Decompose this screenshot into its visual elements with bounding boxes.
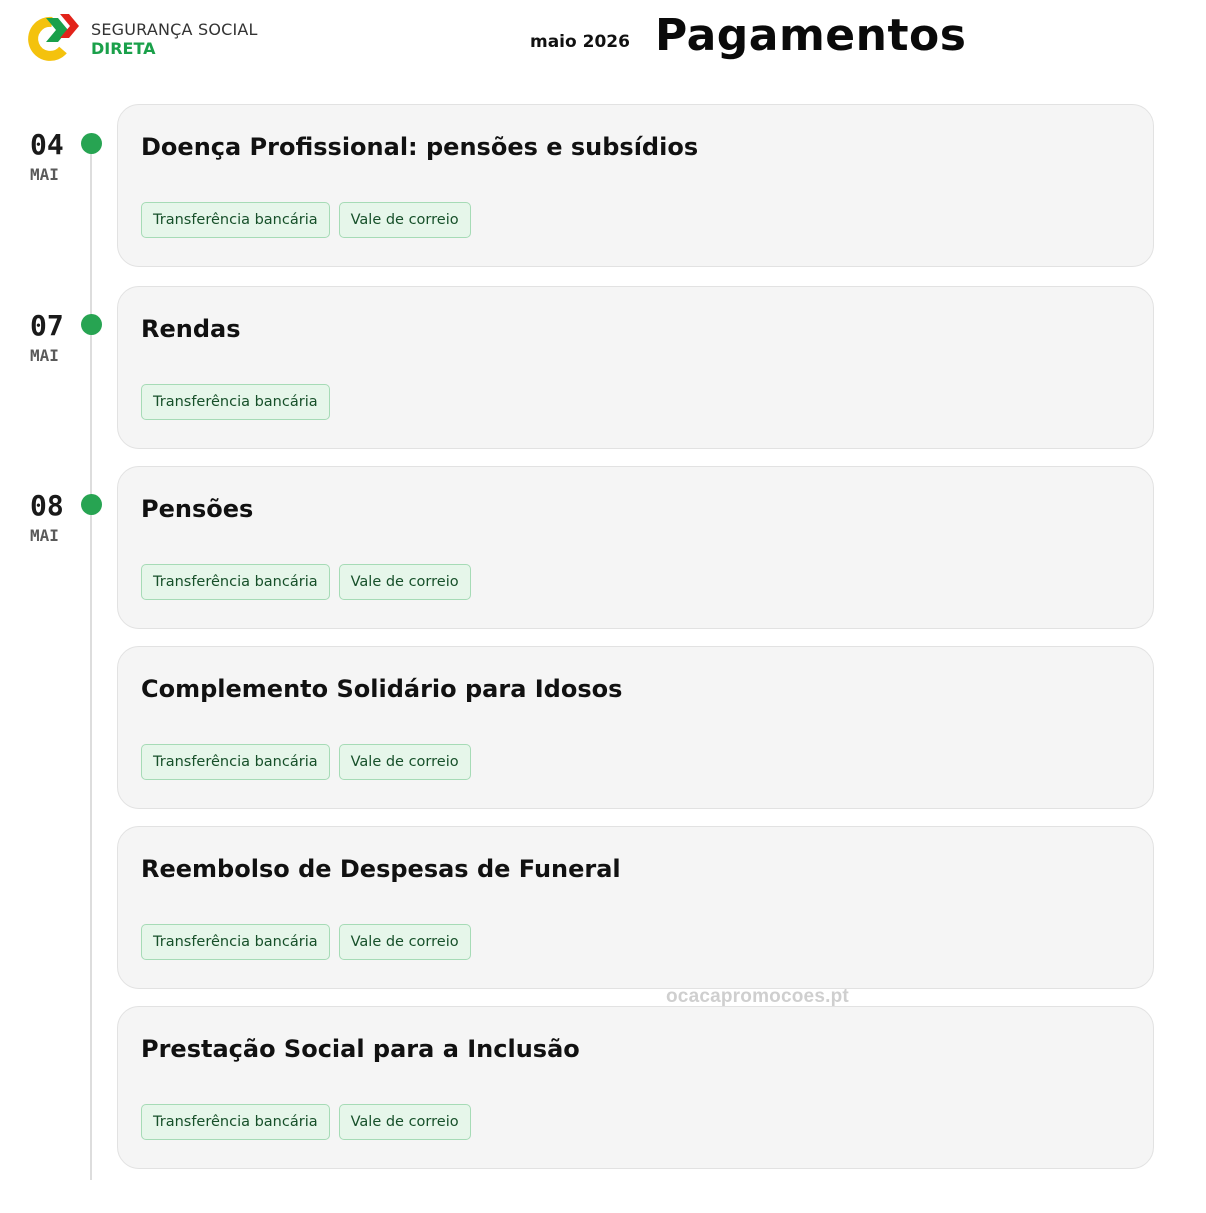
timeline-line [90,145,92,1180]
method-tag-transfer: Transferência bancária [141,384,330,420]
timeline-dot [81,314,102,335]
date-day: 07 [30,309,64,342]
brand-line2: DIRETA [91,39,156,58]
payment-methods [141,1104,471,1140]
payment-methods [141,744,471,780]
payment-methods [141,924,471,960]
timeline-dot [81,133,102,154]
month-label: maio 2026 [530,32,630,52]
payment-title: Pensões [141,495,254,523]
payment-methods [141,202,471,238]
date-day: 08 [30,489,64,522]
date-marker [28,128,108,188]
method-tag-transfer: Transferência bancária [141,1104,330,1140]
seguranca-social-logo-icon[interactable] [22,12,82,62]
method-tag-transfer: Transferência bancária [141,744,330,780]
payment-title: Doença Profissional: pensões e subsídios [141,133,699,161]
method-tag-transfer: Transferência bancária [141,564,330,600]
payment-card[interactable] [117,286,1154,449]
payment-card[interactable] [117,104,1154,267]
date-month: MAI [30,526,59,545]
timeline-dot [81,494,102,515]
method-tag-postal: Vale de correio [339,744,471,780]
page-title: Pagamentos [655,10,967,61]
watermark: ocacapromocoes.pt [666,986,849,1007]
date-marker [28,309,108,369]
payment-card[interactable] [117,1006,1154,1169]
date-month: MAI [30,346,59,365]
date-day: 04 [30,128,64,161]
method-tag-transfer: Transferência bancária [141,924,330,960]
payment-card[interactable] [117,646,1154,809]
method-tag-postal: Vale de correio [339,924,471,960]
method-tag-transfer: Transferência bancária [141,202,330,238]
payment-title: Complemento Solidário para Idosos [141,675,623,703]
header [0,0,1206,90]
payment-methods [141,384,330,420]
payment-methods [141,564,471,600]
payment-title: Rendas [141,315,241,343]
payment-card[interactable] [117,466,1154,629]
brand-line1: SEGURANÇA SOCIAL [91,20,258,39]
date-month: MAI [30,165,59,184]
payment-title: Reembolso de Despesas de Funeral [141,855,621,883]
payment-title: Prestação Social para a Inclusão [141,1035,580,1063]
method-tag-postal: Vale de correio [339,1104,471,1140]
date-marker [28,489,108,549]
payment-card[interactable] [117,826,1154,989]
brand-name[interactable] [91,22,258,57]
method-tag-postal: Vale de correio [339,202,471,238]
method-tag-postal: Vale de correio [339,564,471,600]
